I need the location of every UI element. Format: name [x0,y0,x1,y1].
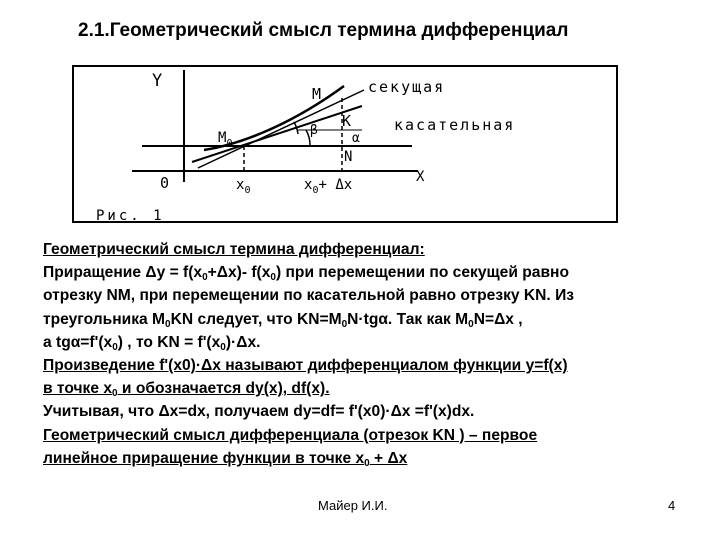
text-line-5: а $tg\alpha=f'(x_0)$ , то KN = $f'(x_0)\cdot\Delta x$. [43,333,261,353]
label-x0-plus-dx: $x_0+ \Delta x$ [304,177,353,196]
slide-title: 2.1.Геометрический смысл термина дифференциал [78,20,569,41]
text-line-7: в точке $x_0$ и обозначается dy(x), df(x). [43,380,330,400]
text-line-8: Учитывая, что Δx=dx, получаем dy=df= f'(x0)·Δx =f'(x)dx. [43,403,475,421]
label-n: N [344,149,353,165]
label-tangent: касательная [394,116,516,134]
figure-caption: Рис. 1 [96,208,165,224]
text-line-6: Произведение f'(x0)·Δx называют дифференциалом функции y=f(x) [43,357,568,375]
body-text [43,238,683,470]
label-y: Y [152,71,163,91]
label-k: K [342,112,352,130]
label-alpha: α [352,131,360,146]
label-x: X [416,169,425,185]
text-line-10: линейное приращение функции в точке $x_0 + \Delta x$ [43,449,408,469]
text-line-increment: Приращение $\Delta y = f(x_0+\Delta x)-$ $f(x_0)$ при перемещении по секущей равно [43,264,569,284]
label-origin: 0 [160,174,170,192]
label-secant: секущая [368,78,446,96]
secant-line [198,90,364,168]
text-heading: Геометрический смысл термина дифференциал: [43,241,425,258]
text-line-3: отрезку NM, при перемещении по касательной равно отрезку KN. Из [43,287,575,305]
label-m: M [312,85,322,103]
label-x0: $x_0$ [236,177,251,196]
text-line-4: треугольника $M_0KN$ следует, что $KN=M_0N\cdot tg\alpha$. Так как $M_0N=\Delta x$ , [43,310,523,330]
label-beta: β [310,123,318,138]
figure-geometric-differential [72,64,620,224]
label-m0: $M_0$ [218,130,233,149]
page-number: 4 [668,498,676,513]
text-line-9: Геометрический смысл дифференциала (отрезок KN ) – первое [43,426,538,444]
footer-author: Майер И.И. [318,498,388,513]
